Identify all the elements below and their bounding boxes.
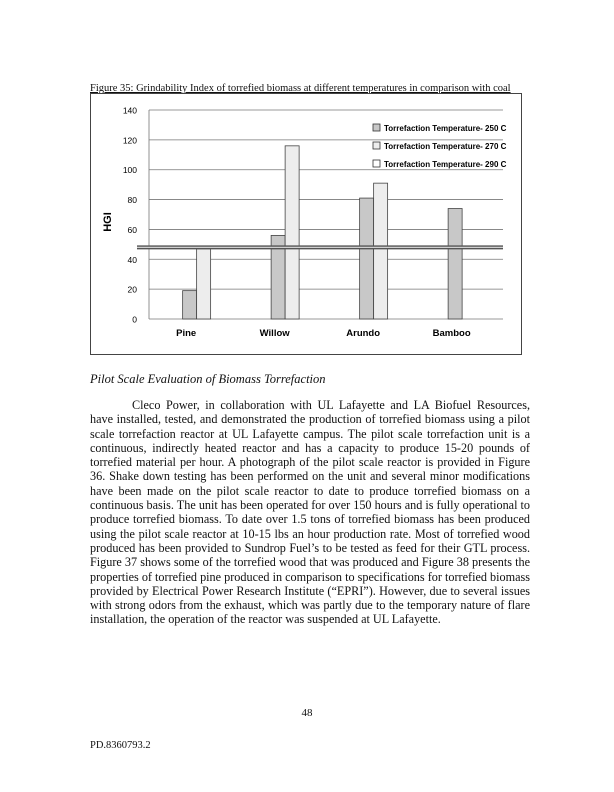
y-tick-label: 20	[127, 284, 137, 295]
chart-frame	[90, 93, 522, 355]
y-tick-label: 40	[127, 254, 137, 265]
body-paragraph: Cleco Power, in collaboration with UL Lafayette and LA Biofuel Resources, have installed, tested, and demonstrated the production of torrefied biomass using a pilot scale torrefaction reactor at UL Lafayette campus. The pilot scale torrefaction unit is a continuous, indirectly heated reactor and has a capacity to produce 15-20 pounds of torrefied material per hour. A photograph of the pilot scale reactor is provided in Figure 36. Shake down testing has been performed on the unit and several minor modifications have been made on the pilot scale reactor to date to produce torrefied biomass on a continuous basis. The unit has been operated for over 150 hours and is fully operational to produce torrefied biomass. To date over 1.5 tons of torrefied biomass has been produced using the pilot scale reactor at 10-15 lbs an hour production rate. Most of torrefied wood produced has been provided to Sundrop Fuel’s to be tested as feed for their GTL process. Figure 37 shows some of the torrefied wood that was produced and Figure 38 presents the properties of torrefied pine produced in comparison to specifications for torrefied biomass provided by Electrical Power Research Institute (“EPRI”). However, due to several issues with strong odors from the exhaust, which was partly due to the temporary nature of flare installation, the operation of the reactor was suspended at UL Lafayette.	[90, 398, 530, 627]
y-tick-label: 80	[127, 195, 137, 206]
figure-caption: Figure 35: Grindability Index of torrefied biomass at different temperatures in comparison with coal	[90, 83, 511, 94]
document-id: PD.8360793.2	[90, 740, 151, 751]
chart-legend	[373, 124, 507, 169]
bar-willow-series-2	[285, 146, 299, 319]
legend-swatch-3	[373, 160, 380, 167]
bar-pine-series-2	[197, 249, 211, 319]
y-tick-label: 120	[122, 135, 137, 146]
body-text	[90, 398, 530, 627]
legend-swatch-1	[373, 124, 380, 131]
page-number: 48	[301, 707, 313, 719]
chart-x-ticks	[176, 328, 471, 339]
hgi-bar-chart	[91, 94, 523, 356]
x-tick-label: Arundo	[346, 328, 381, 339]
legend-entry-2: Torrefaction Temperature- 270 C	[384, 142, 507, 151]
y-tick-label: 0	[132, 314, 137, 325]
y-tick-label: 60	[127, 224, 137, 235]
chart-bars	[183, 146, 463, 319]
bar-bamboo-series-1	[448, 209, 462, 319]
chart-y-ticks	[123, 106, 137, 325]
bar-arundo-series-1	[360, 198, 374, 319]
x-tick-label: Willow	[259, 328, 290, 339]
legend-swatch-2	[373, 142, 380, 149]
legend-entry-3: Torrefaction Temperature- 290 C	[384, 160, 507, 169]
legend-entry-1: Torrefaction Temperature- 250 C	[384, 124, 507, 133]
chart-y-axis-label: HGI	[102, 212, 114, 232]
y-tick-label: 100	[122, 165, 137, 176]
bar-pine-series-1	[183, 291, 197, 319]
bar-arundo-series-2	[374, 183, 388, 319]
section-title: Pilot Scale Evaluation of Biomass Torrefaction	[90, 372, 326, 386]
x-tick-label: Pine	[176, 328, 197, 339]
x-tick-label: Bamboo	[432, 328, 471, 339]
y-tick-label: 140	[122, 105, 137, 116]
